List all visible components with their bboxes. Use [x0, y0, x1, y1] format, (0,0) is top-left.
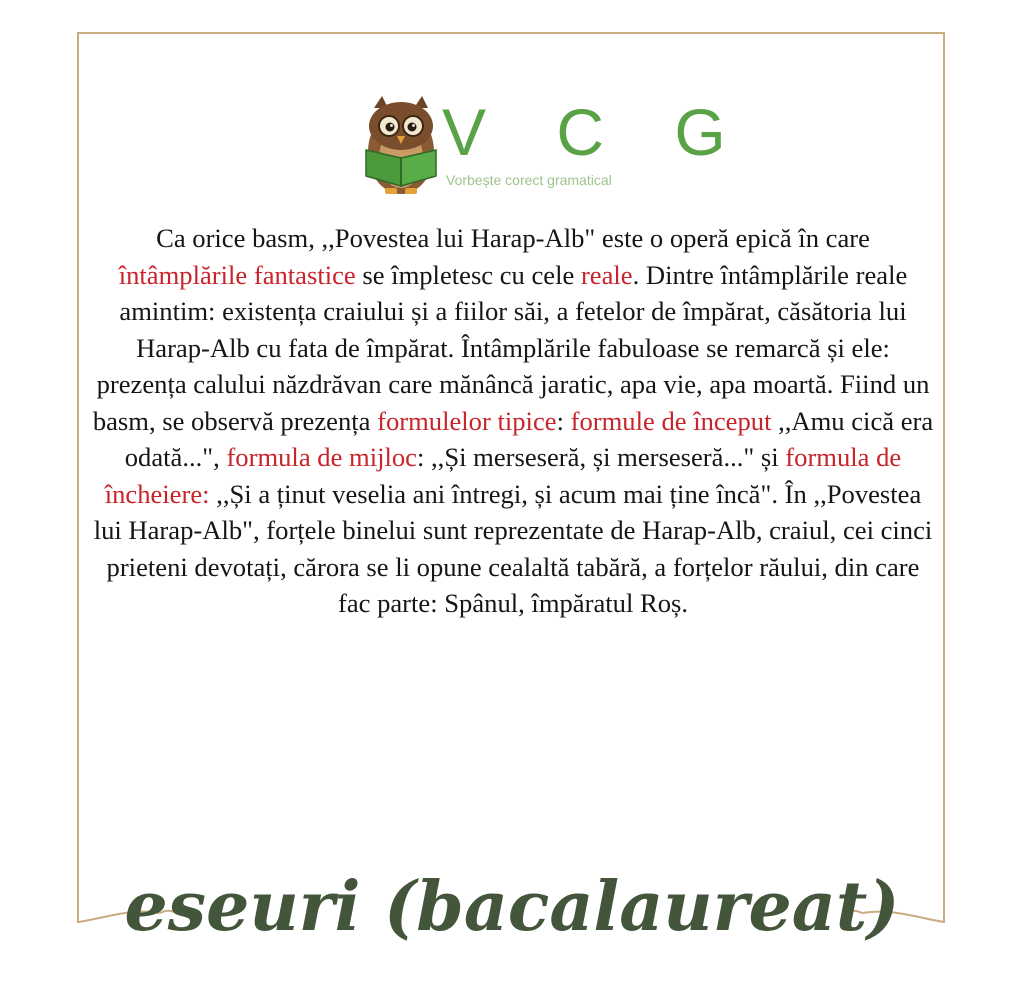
essay-text-segment: Ca orice basm, ,,Povestea lui Harap-Alb" este o operă epică în care [156, 223, 870, 253]
essay-text-segment: ,,Amu cică era odată...", [124, 405, 934, 472]
highlight-closing-formula: formula de încheiere: [104, 442, 902, 509]
essay-text-segment: : [556, 405, 571, 436]
logo-tagline: Vorbește corect gramatical [446, 172, 612, 188]
essay-text-segment: se împletesc cu cele [355, 259, 581, 290]
footer-title: eseuri (bacalaureat) [124, 867, 900, 947]
highlight-opening-formula: formule de început [570, 405, 772, 436]
essay-paragraph [90, 220, 936, 622]
owl-reading-book-icon [360, 94, 442, 198]
essay-text-segment: : ,,Și merseseră, și merseseră..." și [416, 442, 786, 472]
highlight-middle-formula: formula de mijloc [226, 442, 417, 472]
essay-text-segment: . Dintre întâmplările reale amintim: existența craiului și a fiilor săi, a fetelor de împărat, căsătoria lui Harap-Alb cu fata de împărat. Întâmplările fabuloase se remarcă și ele: prezența calului năzdrăvan care mănâncă jaratic, apa vie, apa moartă. Fiind un basm, se observă prezența [92, 259, 930, 436]
essay-text-segment: ,,Și a ținut veselia ani întregi, și acum mai ține încă". În ,,Povestea lui Harap-Alb", forțele binelui sunt reprezentate de Harap-Alb, craiul, cei cinci prieteni devotați, cărora se li opune cealaltă tabără, a forțelor răului, din care fac parte: Spânul, împăratul Roș. [93, 478, 933, 618]
vcg-logo [360, 92, 752, 202]
highlight-fantastic-events: întâmplările fantastice [118, 259, 356, 290]
highlight-real: reale [580, 259, 633, 290]
logo-letters: V C G [442, 95, 752, 169]
highlight-typical-formulas: formulelor tipice [377, 405, 557, 436]
